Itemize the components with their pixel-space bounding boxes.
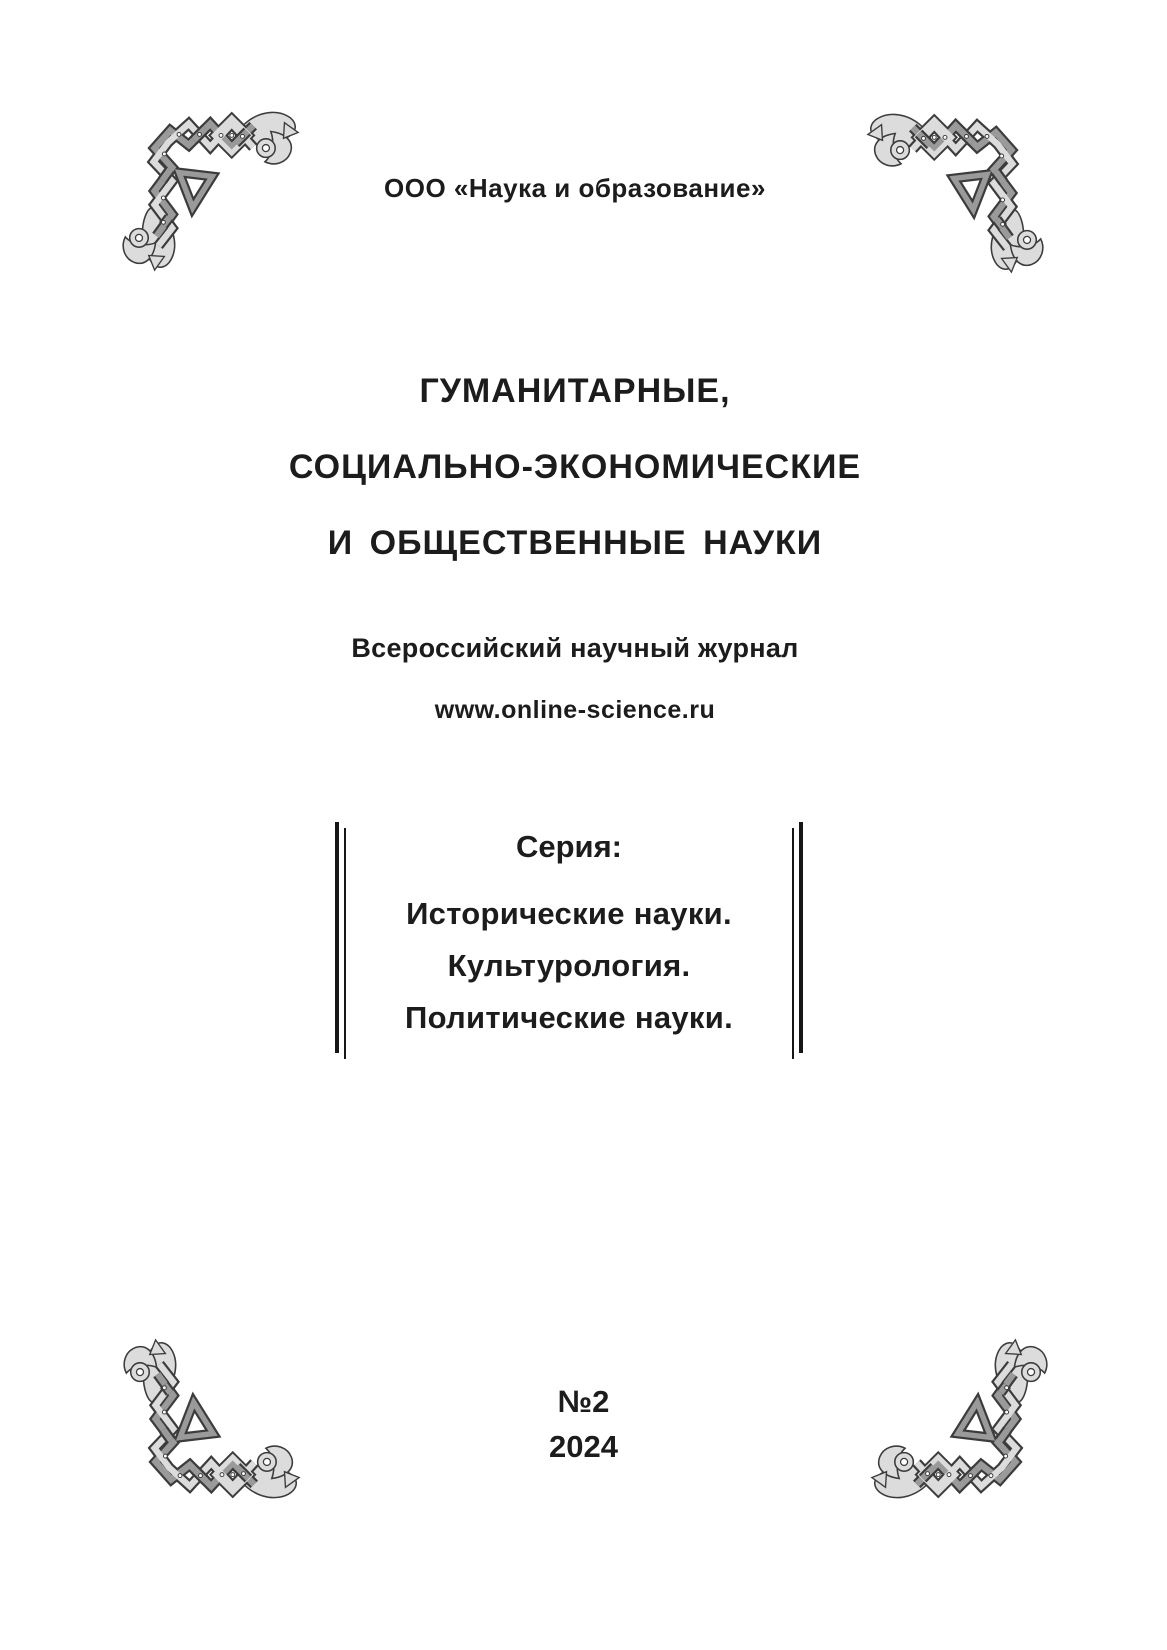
main-title-line-3: И ОБЩЕСТВЕННЫЕ НАУКИ <box>327 524 823 562</box>
issue-number: №2 <box>557 1384 610 1419</box>
series-items-list <box>346 888 792 1044</box>
series-item-culturology: Культурология. <box>447 948 691 983</box>
series-box <box>335 822 803 1053</box>
journal-main-title <box>0 353 1150 581</box>
series-label: Серия: <box>515 829 623 864</box>
publisher-name: ООО «Наука и образование» <box>384 173 766 203</box>
main-title-line-1: ГУМАНИТАРНЫЕ, <box>419 372 731 410</box>
series-item-historical-sciences: Исторические науки. <box>406 896 732 931</box>
main-title-line-2: СОЦИАЛЬНО-ЭКОНОМИЧЕСКИЕ <box>288 448 862 486</box>
series-box-inner <box>344 828 794 1059</box>
journal-subtitle: Всероссийский научный журнал <box>351 633 799 663</box>
issue-year: 2024 <box>549 1429 618 1464</box>
series-item-political-sciences: Политические науки. <box>404 1000 734 1035</box>
journal-website-url: www.online-science.ru <box>434 696 716 724</box>
